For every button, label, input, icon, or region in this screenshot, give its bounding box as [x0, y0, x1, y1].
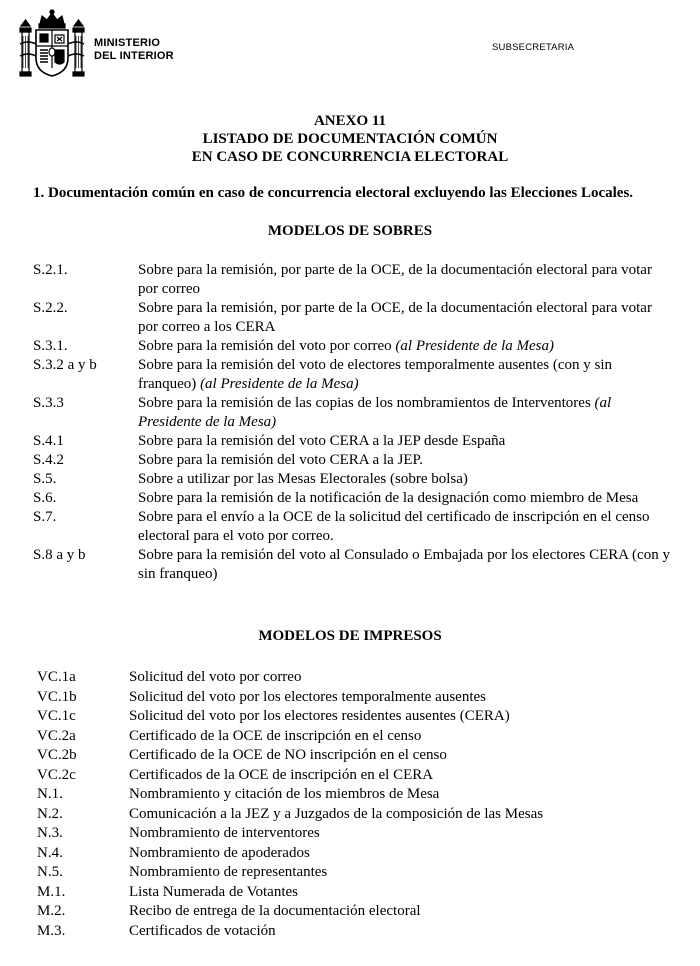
- item-text: Sobre para la remisión de las copias de los nombramientos de Interventores: [138, 395, 595, 411]
- item-code: S.7.: [33, 509, 57, 525]
- item-code: S.2.2.: [33, 300, 68, 316]
- item-description: [129, 824, 677, 844]
- item-code: M.3.: [37, 922, 66, 939]
- item-text: Certificado de la OCE de inscripción en el censo: [129, 727, 422, 744]
- item-text: Sobre para la remisión, por parte de la OCE, de la documentación electoral para votar por correo: [138, 262, 652, 297]
- list-item: [37, 785, 677, 805]
- list-item: [33, 470, 673, 489]
- item-code: VC.2c: [37, 766, 76, 783]
- item-text: Nombramiento de representantes: [129, 864, 328, 880]
- item-description: [129, 844, 677, 864]
- item-description: [129, 766, 677, 786]
- item-description: [138, 337, 673, 356]
- item-description: [129, 668, 677, 688]
- item-description: [138, 432, 673, 451]
- item-text: Sobre para la remisión del voto CERA a la JEP.: [138, 452, 423, 468]
- item-text: Nombramiento de interventores: [129, 825, 320, 841]
- item-text: Sobre para la remisión del voto por correo: [138, 338, 396, 354]
- item-description: [138, 261, 673, 299]
- ministry-name: [94, 37, 174, 63]
- item-italic-note: (al Presidente de la Mesa): [395, 338, 554, 354]
- list-item: [33, 489, 673, 508]
- item-text: Sobre para la remisión del voto CERA a la JEP desde España: [138, 433, 506, 449]
- list-item: [33, 261, 673, 299]
- item-text: Sobre para la remisión del voto al Consulado o Embajada por los electores CERA (con y sin franqueo): [138, 547, 670, 582]
- item-text: Certificados de la OCE de inscripción en el CERA: [129, 766, 434, 783]
- list-item: [37, 922, 677, 942]
- item-code: S.6.: [33, 490, 57, 506]
- sobres-list: [33, 261, 673, 584]
- item-code: N.3.: [37, 825, 63, 841]
- list-item: [37, 902, 677, 922]
- list-item: [33, 299, 673, 337]
- item-description: [129, 922, 677, 942]
- item-description: [129, 902, 677, 922]
- list-item: [37, 707, 677, 727]
- item-text: Certificado de la OCE de NO inscripción en el censo: [129, 747, 447, 763]
- item-code: S.3.2 a y b: [33, 357, 97, 373]
- list-item: [33, 432, 673, 451]
- item-code: VC.1b: [37, 688, 77, 705]
- item-text: Nombramiento de apoderados: [129, 844, 310, 861]
- impresos-list: [37, 668, 677, 941]
- list-item: [33, 394, 673, 432]
- item-code: S.4.1: [33, 433, 64, 449]
- item-description: [129, 727, 677, 747]
- list-item: [37, 746, 677, 766]
- item-text: Recibo de entrega de la documentación electoral: [129, 903, 421, 919]
- item-code: S.5.: [33, 471, 57, 487]
- impresos-heading: MODELOS DE IMPRESOS: [258, 628, 442, 644]
- item-code: VC.2a: [37, 727, 76, 744]
- item-code: S.3.1.: [33, 338, 68, 354]
- list-item: [33, 337, 673, 356]
- item-description: [129, 805, 677, 825]
- document-title: [0, 112, 700, 166]
- item-code: S.8 a y b: [33, 547, 86, 563]
- item-description: [129, 863, 677, 883]
- title-line-2: LISTADO DE DOCUMENTACIÓN COMÚN: [202, 131, 498, 147]
- item-description: [129, 883, 677, 903]
- item-italic-note: (al Presidente de la Mesa): [138, 395, 612, 430]
- section-heading: 1. Documentación común en caso de concurrencia electoral excluyendo las Elecciones Locales.: [33, 185, 634, 201]
- item-code: M.1.: [37, 883, 66, 900]
- item-text: Comunicación a la JEZ y a Juzgados de la composición de las Mesas: [129, 805, 544, 822]
- item-code: S.3.3: [33, 395, 64, 411]
- item-description: [129, 785, 677, 805]
- item-text: Solicitud del voto por los electores temporalmente ausentes: [129, 688, 486, 705]
- item-code: S.4.2: [33, 452, 64, 468]
- item-description: [138, 394, 673, 432]
- item-italic-note: (al Presidente de la Mesa): [200, 376, 359, 392]
- item-code: M.2.: [37, 903, 66, 919]
- list-item: [33, 546, 673, 584]
- list-item: [37, 844, 677, 864]
- item-code: S.2.1.: [33, 262, 68, 278]
- item-description: [138, 470, 673, 489]
- subsecretaria-label: SUBSECRETARIA: [492, 42, 575, 53]
- item-description: [138, 356, 673, 394]
- item-text: Sobre para la remisión, por parte de la OCE, de la documentación electoral para votar por correo a los CERA: [138, 300, 652, 335]
- letterhead: [18, 8, 682, 80]
- ministry-line-1: MINISTERIO: [94, 37, 161, 49]
- item-description: [129, 746, 677, 766]
- list-item: [37, 883, 677, 903]
- list-item: [37, 863, 677, 883]
- item-text: Sobre para el envío a la OCE de la solicitud del certificado de inscripción en el censo electoral para el voto por correo.: [138, 509, 650, 544]
- item-text: Solicitud del voto por correo: [129, 669, 302, 685]
- item-description: [138, 299, 673, 337]
- item-code: VC.1a: [37, 669, 76, 685]
- list-item: [33, 451, 673, 470]
- list-item: [37, 805, 677, 825]
- ministry-line-2: DEL INTERIOR: [94, 50, 174, 62]
- item-code: VC.1c: [37, 708, 76, 724]
- title-line-1: ANEXO 11: [313, 113, 387, 129]
- item-description: [129, 688, 677, 708]
- list-item: [37, 824, 677, 844]
- item-description: [138, 508, 673, 546]
- sobres-heading: MODELOS DE SOBRES: [267, 223, 433, 239]
- title-line-3: EN CASO DE CONCURRENCIA ELECTORAL: [191, 149, 509, 165]
- item-text: Solicitud del voto por los electores residentes ausentes (CERA): [129, 708, 510, 724]
- item-code: N.5.: [37, 864, 63, 880]
- list-item: [33, 356, 673, 394]
- list-item: [33, 508, 673, 546]
- item-code: N.1.: [37, 786, 63, 802]
- item-description: [138, 546, 673, 584]
- list-item: [37, 727, 677, 747]
- item-text: Sobre para la remisión del voto de electores temporalmente ausentes (con y sin franqueo): [138, 357, 613, 392]
- item-text: Sobre a utilizar por las Mesas Electorales (sobre bolsa): [138, 471, 468, 487]
- item-text: Nombramiento y citación de los miembros de Mesa: [129, 786, 440, 802]
- item-description: [138, 489, 673, 508]
- item-text: Sobre para la remisión de la notificación de la designación como miembro de Mesa: [138, 490, 639, 506]
- item-text: Certificados de votación: [129, 922, 276, 939]
- item-code: N.4.: [37, 844, 63, 861]
- list-item: [37, 668, 677, 688]
- item-text: Lista Numerada de Votantes: [129, 883, 298, 900]
- list-item: [37, 766, 677, 786]
- coat-of-arms-icon: [18, 8, 86, 80]
- item-description: [138, 451, 673, 470]
- item-code: VC.2b: [37, 747, 77, 763]
- list-item: [37, 688, 677, 708]
- item-description: [129, 707, 677, 727]
- item-code: N.2.: [37, 805, 63, 822]
